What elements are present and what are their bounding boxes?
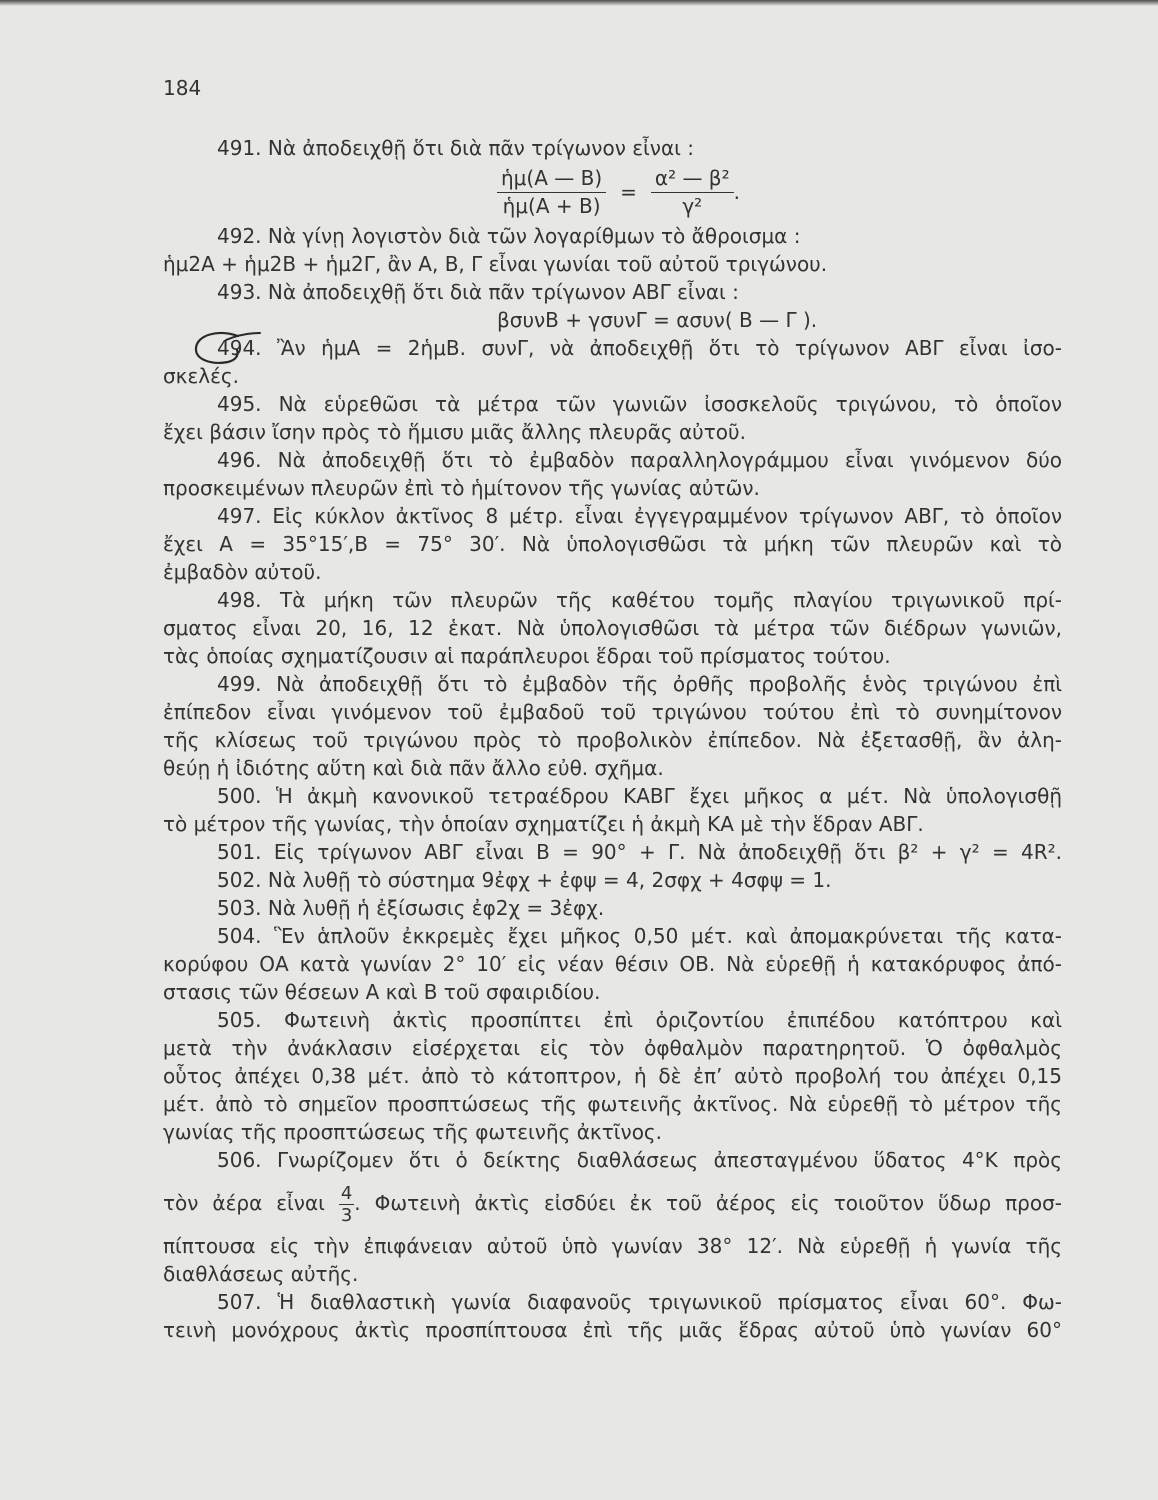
problem-line: [163, 334, 1062, 362]
problem-number: 501.: [217, 840, 262, 864]
problem-number: 496.: [217, 448, 262, 472]
problem-506: [163, 1146, 1062, 1288]
problem-line: προσκειμένων πλευρῶν ἐπὶ τὸ ἡμίτονον τῆς γωνίας αὐτῶν.: [163, 476, 760, 500]
fraction-denominator: ἡμ(Α + Β): [502, 193, 601, 218]
problem-text: Τὰ μήκη τῶν πλευρῶν τῆς καθέτου τομῆς πλαγίου τριγωνικοῦ πρί-: [280, 588, 1062, 612]
problem-line: μετὰ τὴν ἀνάκλασιν εἰσέρχεται εἰς τὸν ὀφθαλμὸν παρατηρητοῦ. Ὁ ὀφθαλμὸς: [163, 1036, 1062, 1060]
problem-line: σματος εἶναι 20, 16, 12 ἑκατ. Νὰ ὑπολογισθῶσι τὰ μέτρα τῶν διέδρων γωνιῶν,: [163, 616, 1062, 640]
problem-line: [163, 866, 1062, 894]
problem-line: σκελές.: [163, 364, 240, 388]
problem-line: τεινὴ μονόχρους ἀκτὶς προσπίπτουσα ἐπὶ τῆς μιᾶς ἕδρας αὐτοῦ ὑπὸ γωνίαν 60°: [163, 1318, 1062, 1342]
problem-line: ἔχει Α = 35°15′,Β = 75° 30′. Νὰ ὑπολογισθῶσι τὰ μήκη τῶν πλευρῶν καὶ τὸ: [163, 532, 1062, 556]
problem-line: [163, 838, 1062, 866]
fraction: [651, 165, 734, 220]
problem-text: Νὰ ἀποδειχθῇ ὅτι τὸ ἐμβαδὸν τῆς ὀρθῆς προβολῆς ἑνὸς τριγώνου ἐπὶ: [276, 672, 1062, 696]
handwritten-circle-mark: [188, 327, 268, 371]
problem-line: γωνίας τῆς προσπτώσεως τῆς φωτεινῆς ἀκτῖνος.: [163, 1120, 663, 1144]
problem-text: Ἓν ἁπλοῦν ἐκκρεμὲς ἔχει μῆκος 0,50 μέτ. καὶ ἀπομακρύνεται τῆς κατα-: [274, 924, 1062, 948]
fraction-numerator: α² — β²: [651, 165, 734, 193]
problem-line: [163, 1288, 1062, 1316]
problem-line: ἔχει βάσιν ἴσην πρὸς τὸ ἥμισυ μιᾶς ἄλλης πλευρᾶς αὐτοῦ.: [163, 420, 746, 444]
problem-number: 502.: [217, 868, 262, 892]
problem-line: [163, 390, 1062, 418]
problem-number: 506.: [217, 1148, 262, 1172]
problem-text: Νὰ ἀποδειχθῇ ὅτι διὰ πᾶν τρίγωνον εἶναι :: [267, 136, 695, 160]
fraction-denominator: γ²: [682, 193, 703, 218]
fraction: [339, 1183, 354, 1226]
problem-line: ἐμβαδὸν αὐτοῦ.: [163, 560, 322, 584]
problem-line: [163, 1146, 1062, 1174]
problem-line: ἐπίπεδον εἶναι γινόμενον τοῦ ἐμβαδοῦ τοῦ τριγώνου τούτου ἐπὶ τὸ συνημίτονον: [163, 700, 1062, 724]
scan-edge-shadow: [0, 0, 1158, 6]
problem-number: 493.: [217, 280, 262, 304]
problem-502: [163, 866, 1062, 894]
formula-end: .: [733, 180, 740, 204]
problem-503: [163, 894, 1062, 922]
problem-text: Νὰ λυθῇ ἡ ἐξίσωσις ἐφ2χ = 3ἐφχ.: [267, 896, 605, 920]
problem-number: 507.: [217, 1290, 262, 1314]
problem-number: 503.: [217, 896, 262, 920]
problem-text: τὸν ἀέρα εἶναι: [163, 1191, 325, 1215]
problem-line: [163, 134, 1062, 162]
exercise-list: [163, 134, 1062, 1344]
problem-number: 494.: [217, 336, 262, 360]
problem-text: Νὰ ἀποδειχθῇ ὅτι διὰ πᾶν τρίγωνον ΑΒΓ εἶναι :: [267, 280, 739, 304]
problem-text: . Φωτεινὴ ἀκτὶς εἰσδύει ἐκ τοῦ ἀέρος εἰς τοιοῦτον ὕδωρ προσ-: [354, 1191, 1062, 1215]
problem-501: [163, 838, 1062, 866]
problem-line: [163, 586, 1062, 614]
problem-number: 498.: [217, 588, 262, 612]
problem-number: 505.: [217, 1008, 262, 1032]
problem-493: [163, 278, 1062, 334]
problem-text: Νὰ γίνῃ λογιστὸν διὰ τῶν λογαρίθμων τὸ ἄθροισμα :: [267, 224, 801, 248]
problem-number: 492.: [217, 224, 262, 248]
problem-line: στασις τῶν θέσεων Α καὶ Β τοῦ σφαιριδίου.: [163, 980, 601, 1004]
problem-499: [163, 670, 1062, 782]
fraction-numerator: ἡμ(Α — Β): [497, 165, 606, 193]
problem-494: [163, 334, 1062, 390]
problem-line: [163, 670, 1062, 698]
problem-line: τῆς κλίσεως τοῦ τριγώνου πρὸς τὸ προβολικὸν ἐπίπεδον. Νὰ ἐξετασθῇ, ἂν ἀλη-: [163, 728, 1062, 752]
problem-line: [163, 502, 1062, 530]
problem-line: [163, 222, 1062, 250]
problem-line: [163, 446, 1062, 474]
problem-491: [163, 134, 1062, 222]
problem-line: [163, 782, 1062, 810]
problem-text: Φωτεινὴ ἀκτὶς προσπίπτει ἐπὶ ὁριζοντίου ἐπιπέδου κατόπτρου καὶ: [284, 1008, 1062, 1032]
problem-line: διαθλάσεως αὐτῆς.: [163, 1262, 359, 1286]
problem-number: 497.: [217, 504, 262, 528]
page-number: 184: [163, 76, 202, 100]
problem-line: οὗτος ἀπέχει 0,38 μέτ. ἀπὸ τὸ κάτοπτρον, ἡ δὲ ἐπ’ αὐτὸ προβολή του ἀπέχει 0,15: [163, 1064, 1062, 1088]
problem-line: θεύῃ ἡ ἰδιότης αὕτη καὶ διὰ πᾶν ἄλλο εὐθ. σχῆμα.: [163, 756, 664, 780]
problem-line: κορύφου ΟΑ κατὰ γωνίαν 2° 10′ εἰς νέαν θέσιν ΟΒ. Νὰ εὑρεθῇ ἡ κατακόρυφος ἀπό-: [163, 952, 1062, 976]
problem-line: ἡμ2Α + ἡμ2Β + ἡμ2Γ, ἂν Α, Β, Γ εἶναι γωνίαι τοῦ αὐτοῦ τριγώνου.: [163, 252, 828, 276]
formula: [163, 162, 1062, 222]
problem-line: [163, 922, 1062, 950]
problem-line: τὸ μέτρον τῆς γωνίας, τὴν ὁποίαν σχηματίζει ἡ ἀκμὴ ΚΑ μὲ τὴν ἕδραν ΑΒΓ.: [163, 812, 924, 836]
problem-497: [163, 502, 1062, 586]
problem-text: Ἂν ἡμΑ = 2ἡμΒ. συνΓ, νὰ ἀποδειχθῇ ὅτι τὸ τρίγωνον ΑΒΓ εἶναι ἰσο-: [276, 336, 1062, 360]
problem-495: [163, 390, 1062, 446]
problem-number: 504.: [217, 924, 262, 948]
problem-number: 491.: [217, 136, 262, 160]
problem-504: [163, 922, 1062, 1006]
problem-line: [163, 894, 1062, 922]
problem-line: τὰς ὁποίας σχηματίζουσιν αἱ παράπλευροι ἕδραι τοῦ πρίσματος τούτου.: [163, 644, 891, 668]
problem-line: [163, 278, 1062, 306]
formula-line: βσυνΒ + γσυνΓ = ασυν( Β — Γ ).: [497, 308, 818, 332]
problem-line: [163, 1174, 1062, 1232]
problem-505: [163, 1006, 1062, 1146]
problem-text: Ἡ ἀκμὴ κανονικοῦ τετραέδρου ΚΑΒΓ ἔχει μῆκος α μέτ. Νὰ ὑπολογισθῇ: [276, 784, 1062, 808]
problem-text: Εἰς τρίγωνον ΑΒΓ εἶναι Β = 90° + Γ. Νὰ ἀποδειχθῇ ὅτι β² + γ² = 4R².: [273, 840, 1062, 864]
problem-number: 495.: [217, 392, 262, 416]
problem-500: [163, 782, 1062, 838]
problem-number: 499.: [217, 672, 262, 696]
fraction-numerator: 4: [340, 1183, 353, 1204]
problem-496: [163, 446, 1062, 502]
problem-text: Εἰς κύκλον ἀκτῖνος 8 μέτρ. εἶναι ἐγγεγραμμένον τρίγωνον ΑΒΓ, τὸ ὁποῖον: [272, 504, 1062, 528]
equals-sign: =: [620, 180, 637, 204]
fraction-denominator: 3: [340, 1205, 353, 1226]
problem-line: μέτ. ἀπὸ τὸ σημεῖον προσπτώσεως τῆς φωτεινῆς ἀκτῖνος. Νὰ εὑρεθῇ τὸ μέτρον τῆς: [163, 1092, 1062, 1116]
problem-line: πίπτουσα εἰς τὴν ἐπιφάνειαν αὐτοῦ ὑπὸ γωνίαν 38° 12′. Νὰ εὑρεθῇ ἡ γωνία τῆς: [163, 1234, 1062, 1258]
problem-number: 500.: [217, 784, 262, 808]
problem-text: Νὰ ἀποδειχθῇ ὅτι τὸ ἐμβαδὸν παραλληλογράμμου εἶναι γινόμενον δύο: [277, 448, 1062, 472]
problem-text: Ἡ διαθλαστικὴ γωνία διαφανοῦς τριγωνικοῦ πρίσματος εἶναι 60°. Φω-: [277, 1290, 1062, 1314]
problem-text: Γνωρίζομεν ὅτι ὁ δείκτης διαθλάσεως ἀπεσταγμένου ὕδατος 4°Κ πρὸς: [277, 1148, 1062, 1172]
problem-492: [163, 222, 1062, 278]
problem-498: [163, 586, 1062, 670]
fraction: [497, 165, 606, 220]
problem-line: [163, 1006, 1062, 1034]
problem-text: Νὰ εὑρεθῶσι τὰ μέτρα τῶν γωνιῶν ἰσοσκελοῦς τριγώνου, τὸ ὁποῖον: [278, 392, 1062, 416]
problem-text: Νὰ λυθῇ τὸ σύστημα 9ἐφχ + ἐφψ = 4, 2σφχ + 4σφψ = 1.: [267, 868, 832, 892]
problem-507: [163, 1288, 1062, 1344]
